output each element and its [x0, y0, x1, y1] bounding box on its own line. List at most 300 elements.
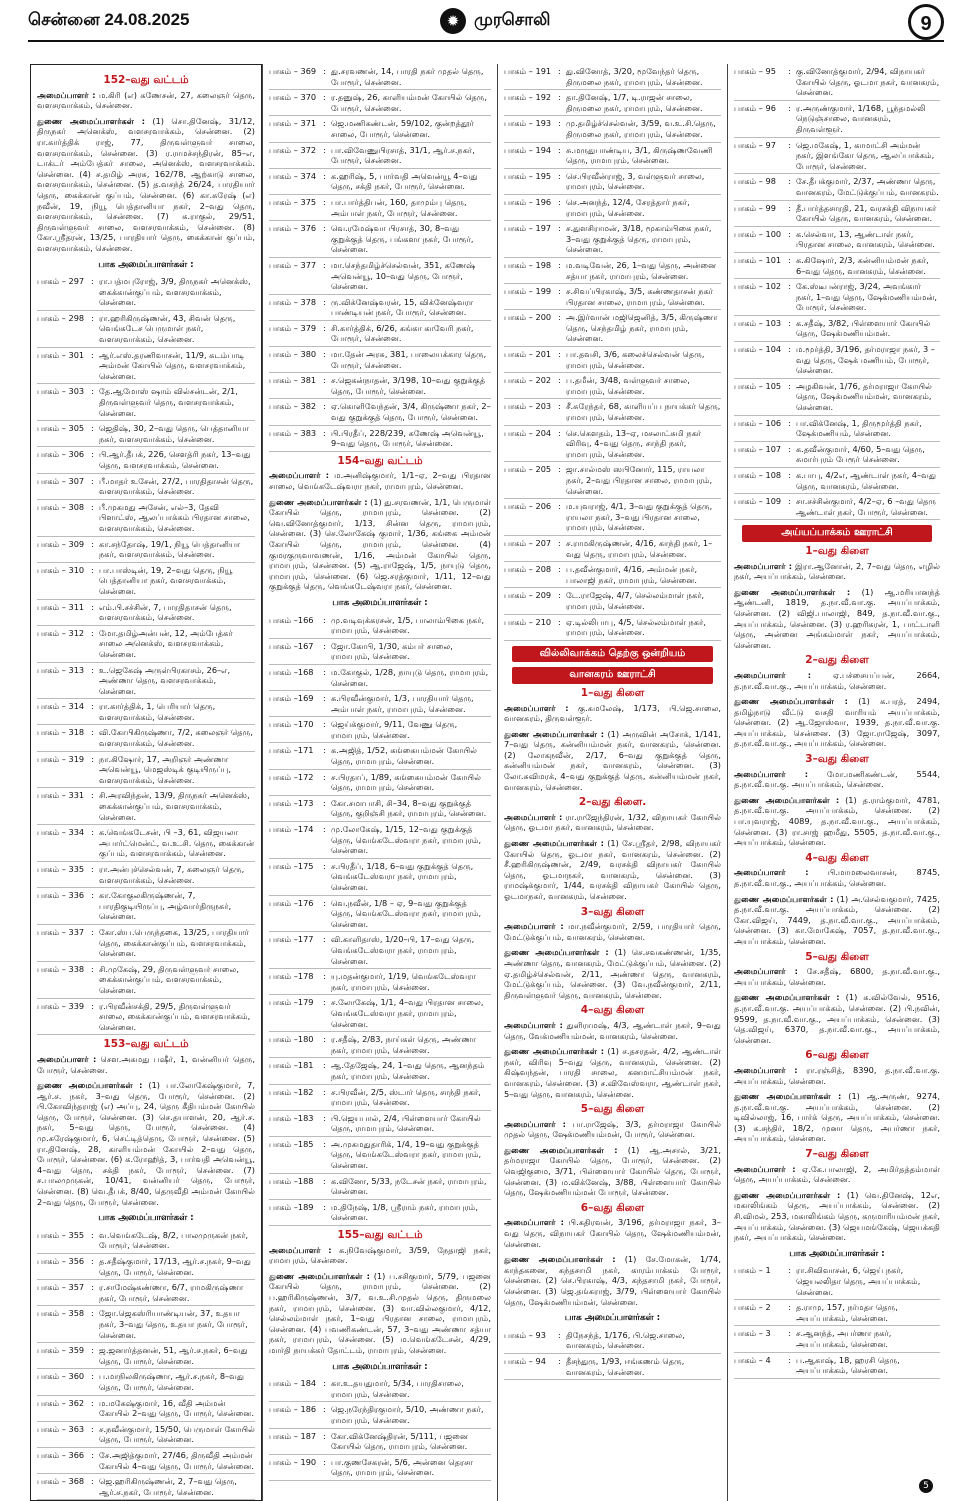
listing-text: பி.ஜெயபால், 2/4, பிள்ளையார் கோயில் தெரு, ராமாபுரம், சென்னை. [331, 1112, 481, 1134]
booth-label: பாகம் – 210 [504, 616, 552, 627]
booth-label: பாகம் – 101 [734, 254, 782, 265]
colon-separator: : [323, 640, 326, 651]
booth-label: பாகம் – 187 [269, 1430, 317, 1441]
office-bearers-paragraph [269, 1271, 491, 1356]
paragraph-text: (1) சொ.தினேஷ், 31/12, திருநகர் அனெக்ஸ், வளசரவாக்கம், சென்னை. (2) ரா.கார்த்திக் ராஜ், 77, திருவள்ளுவர் சாலை, வளசரவாக்கம், சென்னை. (3) ர.ராமச்சந்திரன், 85–எ, டாக்டர் அம்பேத்கர் சாலை, அனெக்ஸ், வளசரவாக்கம். சென்னை. (4) ச.தமிழ் அரசு, 162/78, ஆற்காடு சாலை, வளசரவாக்கம், சென்னை. (5) த.வசந்த் 26/24, பாரதியார் தெரு, கைக்கான் குப்பம், சென்னை. (6) கா.சுரேஷ் (எ) நவீன், 19, நியூ பெத்தானியா நகர், 2–வது தெரு, வளசரவாக்கம், சென்னை. (7) க.ராகுல், 29/51, திருவள்ளுவர் சாலை, வளசரவாக்கம், சென்னை. (8) கோ.ஸ்ரீதரன், 13/25, பாரதியார் தெரு, கைக்கான் குப்பம், வளசரவாக்கம், சென்னை. [37, 115, 255, 253]
listing-row [734, 379, 940, 416]
colon-separator: : [91, 475, 94, 486]
section-heading: 2–வது கிளை. [578, 796, 647, 809]
listing-row [269, 143, 491, 169]
listing-row [269, 932, 491, 969]
colon-separator: : [558, 1329, 561, 1340]
booth-label: பாகம் – 97 [734, 139, 776, 150]
booth-label: பாகம் – 310 [37, 564, 85, 575]
booth-label: பாகம் – 377 [269, 259, 317, 270]
booth-label: பாகம் – 193 [504, 118, 552, 129]
booth-label: பாகம் – 297 [37, 276, 85, 287]
booth-label: பாகம் – 4 [734, 1354, 771, 1365]
listing-text: ஏ.கொளிவேந்தன், 3/4, கிருஷ்ணா நகர், 2–வது குறுக்குத் தெரு, போரூர், சென்னை. [331, 401, 491, 423]
listing-row [504, 143, 721, 169]
paragraph-text: பி.மாமலைவாசன், 8745, த.நா.வீ.வா.கு., அயப்பாக்கம், சென்னை. [734, 867, 940, 888]
sub-heading: பாக அமைப்பாளர்கள் : [564, 1313, 661, 1324]
role-label: துணை அமைப்பாளர்கள் : [504, 1254, 616, 1265]
booth-label: பாகம் – 314 [37, 701, 85, 712]
listing-row [504, 258, 721, 284]
listing-text: ர.பிரவீன்சக்தி, 29/5, திருவள்ளுவர் சாலை, கைக்கான்குப்பம், வளசரவாக்கம், சென்னை. [99, 1000, 251, 1032]
colon-separator: : [558, 537, 561, 548]
sun-emblem-icon: ✹ [440, 8, 466, 34]
office-bearers-paragraph [504, 947, 721, 1000]
colon-separator: : [323, 797, 326, 808]
colon-separator: : [91, 753, 94, 764]
listing-row [269, 717, 491, 743]
listing-row [269, 1455, 491, 1481]
booth-label: பாகம் – 206 [504, 501, 552, 512]
paragraph-text: இரா.ஆனோன், 2, 7–வது தெரு, எழில் நகர், அயப்பாக்கம், சென்னை. [734, 560, 940, 582]
colon-separator: : [788, 443, 791, 454]
listing-text: வ.வெங்கடேஷ், 8/2, பாலமுருகன் நகர், போரூர், சென்னை. [99, 1229, 249, 1251]
colon-separator: : [323, 997, 326, 1008]
listing-text: செ.அனந்த், 12/4, சேரத்தார் நகர், ராமாபுரம், சென்னை. [566, 196, 690, 218]
booth-label: பாகம் –168 [269, 666, 314, 677]
booth-label: பாகம் – 109 [734, 496, 782, 507]
section-heading: 155–வது வட்டம் [337, 1229, 423, 1242]
colon-separator: : [558, 349, 561, 360]
role-label: துணை அமைப்பாளர்கள் : [504, 1046, 604, 1057]
listing-row [269, 613, 491, 639]
section-heading: 2–வது கிளை [805, 654, 869, 667]
listing-text: பா.விவேணுபிரசாத், 31/1, ஆர்.ச.நகர், போரூர், சென்னை. [331, 144, 475, 166]
listing-row [504, 310, 721, 347]
colon-separator: : [91, 1371, 94, 1382]
listing-text: க.செல்வா, 13, ஆண்டாள் நகர், பிரதான சாலை, வானகரம், சென்னை. [796, 228, 935, 250]
listing-row [37, 1369, 255, 1395]
colon-separator: : [91, 312, 94, 323]
listing-text: சி.கார்த்திக், 6/26, கங்கா காவேரி நகர், போரூர், சென்னை. [331, 322, 474, 344]
role-label: அமைப்பாளர் : [269, 470, 330, 481]
listing-text: ச.லோகேஷ், 1/1, 4–வது பிரதான சாலை, வெங்கடேஸ்வரா நகர், ராமாபுரம், சென்னை. [331, 997, 484, 1029]
booth-label: பாகம் – 103 [734, 317, 782, 328]
colon-separator: : [788, 417, 791, 428]
listing-text: க.வினோ, 5/33, நடேசன் நகர், ராமாபுரம், சென்னை. [331, 1175, 487, 1197]
listing-row [269, 1137, 491, 1174]
listing-text: தீசந்துரு, 1/93, ஈங்கணம் தெரு, வானகரம், சென்னை. [566, 1355, 685, 1377]
colon-separator: : [91, 664, 94, 675]
listing-text: உ.ஜெகேஷ் அருள்பிரகாசம், 26–எ, அண்ணா தெரு, வளசரவாக்கம், சென்னை. [99, 664, 231, 696]
listing-row [37, 1228, 255, 1254]
booth-label: பாகம் – 208 [504, 564, 552, 575]
listing-row [37, 348, 255, 385]
listing-row [37, 752, 255, 789]
listing-row [269, 665, 491, 691]
listing-text: ச.ஜெகன்நாதன், 3/198, 10–வது குறுக்குத் தெரு, போரூர், சென்னை. [331, 375, 486, 396]
colon-separator: : [558, 1355, 561, 1366]
listing-text: ஆர்.எஸ்.தரணிவாசன், 11/9, கடம்பாடி அம்மன் கோயில் தெரு, வளசரவாக்கம், சென்னை. [99, 349, 246, 381]
booth-label: பாகம் – 191 [504, 66, 552, 76]
listing-text: தீ.பார்த்தசாரதி, 21, வரசக்தி விநாயகர் கோயில் தெரு, வானகரம், சென்னை. [796, 202, 937, 224]
paragraph-text: (1) ஆ.அருண், 9274, த.நா.வீ.வா.கு. அயப்பாக்கம், சென்னை. (2) டிவில்லாஜ், 16, பார்க் தெரு, அயப்பாக்கம், சென்னை. (3) க.சந்திர், 18/2, முனா தெரு, அபர்ணா நகர், அயப்பாக்கம், சென்னை. [734, 1091, 940, 1144]
listing-text: மா.தேன் அரசு, 381, பாலையக்கார தெரு, போரூர், சென்னை. [331, 349, 487, 370]
booth-label: பாகம் –180 [269, 1034, 314, 1045]
colon-separator: : [788, 496, 791, 507]
region-banner: வானகரம் ஊராட்சி [512, 667, 713, 684]
listing-row [269, 90, 491, 116]
role-label: துணை அமைப்பாளர்கள் : [734, 893, 834, 904]
colon-separator: : [323, 1138, 326, 1149]
role-label: அமைப்பாளர் : [734, 1064, 798, 1075]
office-bearers-paragraph [734, 1065, 940, 1086]
colon-separator: : [323, 1112, 326, 1123]
sub-heading: பாக அமைப்பாளர்கள் : [789, 1248, 885, 1259]
booth-label: பாகம் – 99 [734, 202, 776, 213]
role-label: அமைப்பாளர் : [504, 702, 569, 713]
colon-separator: : [788, 1328, 791, 1339]
colon-separator: : [558, 427, 561, 438]
listing-row [269, 1058, 491, 1084]
colon-separator: : [91, 790, 94, 801]
role-label: துணை அமைப்பாளர்கள் : [734, 794, 840, 805]
listing-row [504, 615, 721, 641]
listing-text: பி.ஆர்.தீபக், 226, சௌத்ரி நகர், 13–வது தெரு, வளசரவாக்கம், சென்னை. [99, 449, 251, 470]
booth-label: பாகம் – 199 [504, 286, 552, 297]
listing-text: த.சதீஷ்குமார், 17/13, ஆர்.ச.நகர், 9–வது தெரு, போரூர், சென்னை. [99, 1256, 251, 1277]
page-number: 9 [908, 4, 944, 40]
listing-text: ம.மகேஷ்குமார், 16, வீதி அம்மன் கோயில் 2–வது தெரு, போரூர், சென்னை. [99, 1397, 254, 1419]
listing-row [37, 474, 255, 500]
booth-label: பாகம் –179 [269, 997, 314, 1008]
colon-separator: : [323, 296, 326, 307]
office-bearers-paragraph [734, 587, 940, 651]
region-banner: வில்லிவாக்கம் தெற்கு ஒன்றியம் [512, 646, 713, 663]
booth-label: பாகம் – 370 [269, 92, 317, 103]
office-bearers-paragraph [504, 1119, 721, 1140]
listing-text: ரா.சிவிவாசன், 6, ஜெய் நகர், ஜெயலலிதா தெரு, அயப்பாக்கம், சென்னை. [796, 1265, 921, 1297]
colon-separator: : [323, 614, 326, 625]
listing-row [504, 195, 721, 221]
listing-row [734, 1300, 940, 1326]
paragraph-text: (1) ஆ.மரியானந்த் ஆண்டனி, 1819, த.நா.வீ.வா.கு. அயப்பாக்கம், சென்னை. (2) விஜி.பாலாஜி, 849, த.நா.வீ.வா.கு., அயப்பாக்கம், சென்னை. (3) ர.ஹரிகரன், 1, பாட்டாளி தெரு, அன்னை அங்கம்மாள் நகர், அயப்பாக்கம், சென்னை. [734, 586, 941, 650]
booth-label: பாகம் –185 [269, 1138, 314, 1149]
section-heading: 1–வது கிளை [580, 686, 645, 699]
listing-text: வெ.ரமேஷ்வா பிரசாத், 30, 8–வது குறுக்குத் தெரு, பங்களா நகர், போரூர், சென்னை. [331, 223, 474, 255]
listing-row [734, 442, 940, 468]
booth-label: பாகம் – 184 [269, 1378, 317, 1389]
listing-row [269, 258, 491, 295]
listing-text: பீ.மாதர் உசேன், 27/2, பாரதிதாசன் தெரு, வளசரவாக்கம், சென்னை. [99, 475, 254, 497]
booth-label: பாகம் –181 [269, 1060, 314, 1071]
listing-row [37, 888, 255, 925]
paragraph-text: (1) சே.ஸ்ரீதர், 2/98, விநாயகர் கோயில் தெரு, ஓடமா நகர், வானகரம், சென்னை. (2) சீ.ஹரிகிருஷ்ணன், 2/49, வரசக்தி விநாயகர் கோயில் தெரு, ஓடமாநகர், வானகரம், சென்னை. (3) ராமஷ்க்குமார், 1/44, வரசக்தி விநாயகர் கோயில் தெரு, ஓடமாநகர், வானகரம், சென்னை. [504, 838, 722, 901]
listing-row [269, 743, 491, 769]
section-heading: 4–வது கிளை [580, 1004, 645, 1017]
colon-separator: : [323, 349, 326, 360]
colon-separator: : [91, 1476, 94, 1487]
booth-label: பாகம் – 196 [504, 196, 552, 207]
listing-text: கா.உ.தயதுமார், 5/34, பாரதிசாலை, ராமாபுரம், சென்னை. [331, 1378, 464, 1399]
listing-text: மு.தமிழ்ச்செல்வன், 3/59, வ.உ.சி.தெரு, திருமலை நகர், ராமாபுரம், சென்னை. [566, 118, 716, 139]
colon-separator: : [323, 934, 326, 945]
listing-row [37, 626, 255, 663]
paragraph-text: (1) து.சரவணன், 1/1, பெருமாள் கோயில் தெரு, ராமாபுரம், சென்னை. (2) வெ.வினோத்குமார், 1/13, சின்ன தெரு, ராமாபுரம், சென்னை. (3) செ.லோகேஷ் குமார், 1/36, கங்கை அம்மன் கோயில் தெரு, ராமாபுரம், சென்னை. (4) குமரகுருவாவணன், 1/16, அம்மன் கோயில் தெரு, ராமாபுரம், சென்னை. (5) ஆ.ராஜேஷ், 1/5, நாயுடு தெரு, ராமாபுரம், சென்னை. (6) ஜெ.சரத்குமார், 1/11, 12–வது குறுக்குத் தெரு, வெங்கடேஷ்வரா நகர், சென்னை. [269, 496, 491, 592]
colon-separator: : [323, 745, 326, 756]
colon-separator: : [558, 401, 561, 412]
colon-separator: : [323, 66, 326, 76]
listing-row [37, 962, 255, 999]
listing-text: ச.பிரதீப், 1/18, 6–வது குறுக்குத் தெரு, வெங்கடேஸ்வரா நகர், ராமாபுரம், சென்னை. [331, 860, 474, 892]
sub-heading: பாக அமைப்பாளர்கள் : [332, 1361, 428, 1372]
booth-label: பாகம் –174 [269, 824, 314, 835]
colon-separator: : [91, 1000, 94, 1011]
listing-row [269, 399, 491, 425]
role-label: அமைப்பாளர் : [504, 1019, 563, 1030]
listing-text: து.சரவணன், 14, பாரதி நகர் முதல் தெரு, போரூர், சென்னை. [331, 66, 484, 87]
colon-separator: : [558, 312, 561, 323]
listing-text: க.கிஷோர், 2/3, கன்னியம்மன் நகர், 6–வது தெரு, வானகரம், சென்னை. [796, 254, 929, 276]
booth-label: பாகம் – 369 [269, 66, 317, 76]
listing-text: கா.சந்தோஷ், 19/1, நியூ பெத்தானியா நகர், வளசரவாக்கம், சென்னை. [99, 538, 241, 560]
section-heading: 3–வது கிளை [580, 905, 645, 918]
listing-text: பா.பாஸ்டின், 19, 2–வது தெரு, நியூ பெத்தானியா நகர், வளசரவாக்கம், சென்னை. [99, 564, 233, 596]
section-heading: 3–வது கிளை [805, 753, 869, 766]
role-label: அமைப்பாளர் : [734, 867, 809, 878]
colon-separator: : [91, 386, 94, 397]
listing-text: ர.சதீஷ், 2/83, நாய்கள் தெரு, அண்ணா நகர், ராமாபுரம், சென்னை. [331, 1034, 477, 1055]
office-bearers-paragraph [504, 812, 721, 833]
colon-separator: : [323, 971, 326, 982]
listing-row [37, 447, 255, 473]
booth-label: பாகம் – 200 [504, 312, 552, 323]
listing-text: ஜா.சால்மஸ் ஸபினோர், 115, ராயலா நகர், 2–வது பிரதான சாலை, ராமாபுரம், சென்னை. [566, 464, 713, 496]
listing-row [504, 536, 721, 562]
listing-text: பா.பார்த்திபன், 160, தாமும்பு தெரு, அம்பாள் நகர், போரூர், சென்னை. [331, 196, 467, 218]
colon-separator: : [91, 564, 94, 575]
colon-separator: : [788, 1302, 791, 1313]
listing-text: செ.கௌதம், 13–ஏ, மசலாட்சுமி நகர் விரிவு, 4–வது தெரு, சாந்தி நகர், ராமாபுரம், சென்னை. [566, 427, 702, 459]
role-label: துணை அமைப்பாளர்கள் : [734, 1091, 842, 1102]
paragraph-text: (1) பா.லோகேஷ்குமார், 7, ஆர்.ச. நகர், 3–வது தெரு, போரூர், சென்னை. (2) பி.கோவிந்தராஜ் (எ) அப்பு, 24, தெரு கீதிபம்மன் கோயில் தெரு, போரூர், சென்னை. (3) செ.தயாளன், 20, ஆர்.ச. நகர், 5–வது தெரு, போரூர், சென்னை. (4) மு.சுரேஷ்குமார், 6, செட்டித்தெரு, போரூர், சென்னை. (5) ரா.தினேஷ், 28, காளியம்மன் கோயில் 2–வது தெரு, போரூர், சென்னை. (6) க.ரோஹித், 3, பார்வதி அவென்யூ, 4–வது தெரு, சக்தி நகர், போரூர், சென்னை. (7) ச.பாலமுருகன், 10/41, வன்னியர் தெரு, போரூர், சென்னை. (8) வெ.தீபக், 8/40, தெருவீதி அம்மன் கோயில் 2–வது தெரு, போரூர், சென்னை. [37, 1080, 255, 1207]
office-bearers-paragraph [504, 1145, 721, 1198]
listing-row [37, 825, 255, 862]
booth-label: பாகம் – 363 [37, 1423, 85, 1434]
column-1 [30, 64, 262, 1501]
listing-text: ப.தவீன்குமார், 4/16, அம்மன் நகர், பாலாஜி நகர், ராமாபுரம், சென்னை. [566, 564, 698, 585]
booth-label: பாகம் – 306 [37, 449, 85, 460]
booth-label: பாகம் –173 [269, 797, 314, 808]
listing-text: க.சதீஷ், 3/82, பிள்ளையார் கோயில் தெரு, ஷேக்மணியம்மன். [796, 317, 931, 339]
role-label: அமைப்பாளர் : [734, 1163, 796, 1174]
listing-row [269, 1111, 491, 1137]
listing-row [269, 195, 491, 221]
paragraph-text: ஏ.கே.பாலாஜி, 2, அமிர்தத்தம்மாள் தெரு, அயப்பாக்கம், சென்னை. [734, 1163, 940, 1185]
section-heading: 6–வது கிளை [580, 1201, 645, 1214]
listing-row [37, 311, 255, 348]
listing-text: மா.செந்தமிழ்ச்செல்வன், 351, கணேஷ் அவென்யூ, 10–வது தெரு, போரூர், சென்னை. [331, 259, 476, 292]
booth-label: பாகம் – 331 [37, 790, 85, 801]
listing-row [269, 969, 491, 995]
colon-separator: : [788, 254, 791, 265]
colon-separator: : [323, 427, 326, 438]
colon-separator: : [323, 1430, 326, 1441]
listing-text: கே.ஸ்டீபன்ராஜ், 3/24, அவங்கார் நகர், 1–வது தெரு, ஷேக்மணியம்மன், போரூர், சென்னை. [796, 281, 938, 313]
colon-separator: : [558, 464, 561, 475]
role-label: துணை அமைப்பாளர்கள் : [734, 586, 851, 597]
booth-label: பாகம் –175 [269, 860, 314, 871]
listing-row [269, 321, 491, 347]
booth-label: பாகம் –166 [269, 614, 314, 625]
office-bearers-paragraph [734, 561, 940, 582]
header-rule [28, 40, 944, 42]
colon-separator: : [788, 281, 791, 292]
listing-text: பீ.முகமது அசேன், எல்–3, தேவி பிளாட்ஸ், ஆலப்பாக்கம் பிரதான சாலை, வளசரவாக்கம், சென்னை. [99, 501, 250, 533]
paragraph-text: சௌ.அகமது பஷீர், 1, வன்னியர் தெரு, போரூர், சென்னை. [37, 1053, 255, 1075]
listing-text: ப.ஆகாஷ், 18, ஹரசி தெரு, அயப்பாக்கம், சென்னை. [796, 1354, 900, 1376]
listing-text: சே.தீபக்குமார், 2/37, அண்ணா தெரு, வானகரம், மேட்டுக்குப்பம், வானகரம். [796, 176, 939, 197]
listing-row [734, 1353, 940, 1379]
booth-label: பாகம் – 107 [734, 443, 782, 454]
listing-row [269, 1429, 491, 1455]
role-label: துணை அமைப்பாளர்கள் : [734, 992, 840, 1003]
colon-separator: : [788, 176, 791, 187]
booth-label: பாகம் – 209 [504, 590, 552, 601]
listing-text: க.வெங்கடேசன், பி –3, 61, விஜயலா அபார்ட்மென்ட், வ.உ.சி. தெரு, கைக்கான் குப்பம், வளசரவாக்கம், சென்னை. [99, 827, 255, 859]
colon-separator: : [788, 470, 791, 480]
booth-label: பாகம் – 381 [269, 375, 317, 386]
listing-row [734, 101, 940, 138]
listing-row [37, 1343, 255, 1369]
booth-label: பாகம் – 94 [504, 1355, 546, 1366]
booth-label: பாகம் – 337 [37, 926, 85, 937]
booth-label: பாகம் – 203 [504, 401, 552, 412]
colon-separator: : [91, 538, 94, 549]
colon-separator: : [323, 1175, 326, 1186]
listing-row [269, 639, 491, 665]
colon-separator: : [323, 223, 326, 234]
colon-separator: : [91, 1282, 94, 1293]
booth-label: பாகம் –178 [269, 971, 314, 982]
paragraph-text: (1) ஆ.அசால், 3/21, தர்மராஜா கோயில் தெரு, போரூர், சென்னை. (2) வெஜிகுமை, 3/71, பிள்ளையார் கோயில் தெரு, போரூர், சென்னை. (3) ம.விக்னேஷ், 3/88, பிள்ளையார் கோயில் தெரு, ஷேக்மணியம்மன் போரூர், சென்னை. [504, 1144, 721, 1198]
role-label: அமைப்பாளர் : [734, 669, 812, 680]
paragraph-text: கு.சுமலேஷ், 1/173, பி.ஜெ.சாலை, வானகரம், திருவள்ளூர். [504, 702, 721, 724]
paragraph-text: பா.ராஜேஷ், 3/3, தர்மராஜா கோயில் முதல் தெரு, ஷேக்மணியம்மன், போரூர், சென்னை. [504, 1118, 721, 1140]
listing-row [37, 999, 255, 1036]
listing-text: சி.முகேஷ், 29, திருவள்ளுவர் சாலை, கைக்கான்குப்பம், வளசரவாக்கம், சென்னை. [99, 963, 239, 995]
colon-separator: : [323, 860, 326, 871]
listing-row [734, 174, 940, 200]
article-columns [30, 64, 946, 1497]
listing-row [37, 725, 255, 751]
listing-text: அ.முகமதுதாரிக், 1/4, 19–வது குறுக்குத் தெரு, வெங்கடேஸ்வரா நகர், ராமாபுரம், சென்னை. [331, 1138, 482, 1171]
colon-separator: : [323, 1201, 326, 1212]
office-bearers-paragraph [269, 470, 491, 491]
listing-row [269, 116, 491, 142]
listing-text: ரா.கார்த்திக், 1, பெரியார் தெரு, வளசரவாக்கம், சென்னை. [99, 701, 216, 722]
listing-text: ஜோ.கோபி, 1/30, கம்பர் சாலை, ராமாபுரம், சென்னை. [331, 640, 453, 662]
listing-row [734, 1263, 940, 1300]
booth-label: பாகம் –189 [269, 1201, 314, 1212]
booth-label: பாகம் – 372 [269, 144, 317, 155]
booth-label: பாகம் – 334 [37, 827, 85, 838]
office-bearers-paragraph [504, 921, 721, 942]
booth-label: பாகம் – 366 [37, 1449, 85, 1460]
booth-label: பாகம் – 380 [269, 349, 317, 360]
listing-text: கோ.ஸ்ப.பெருந்தகை, 13/25, பாரதியார் தெரு, கைக்கான்குப்பம், வளசரவாக்கம், சென்னை. [99, 926, 249, 959]
booth-label: பாகம் – 375 [269, 196, 317, 207]
listing-row [269, 373, 491, 399]
listing-text: ரா.ஹரிகிருஷ்ணன், 43, சிவன் தெரு, வெங்கடேச பெருமாள் நகர், வளசரவாக்கம், சென்னை. [99, 312, 236, 345]
colon-separator: : [323, 1378, 326, 1389]
colon-separator: : [91, 423, 94, 434]
section-heading: 1–வது கிளை [805, 544, 869, 557]
paragraph-text: (1) க.பரத், 2494, தமிழ்நாடு வீட்டு வசதி வாரியம் அயப்பாக்கம், சென்னை. (2) ஆ.ஜோஸ்வா, 1939, த.நா.வீ.வா.கு. அயப்பாக்கம், சென்னை. (3) ஜோ.ராஜேஷ், 3097, த.நா.வீ.வா.கு., அயப்பாக்கம், சென்னை. [734, 696, 940, 749]
listing-text: ஜெ.நரேந்திரகுமார், 5/10, அண்ணா நகர், ராமாபுரம், சென்னை. [331, 1404, 484, 1425]
listing-row [37, 500, 255, 537]
section-heading: 5–வது கிளை [805, 950, 869, 963]
colon-separator: : [91, 890, 94, 901]
booth-label: பாகம் –183 [269, 1112, 314, 1123]
booth-label: பாகம் – 303 [37, 386, 85, 397]
booth-label: பாகம் – 3 [734, 1328, 771, 1339]
colon-separator: : [558, 616, 561, 627]
listing-row [269, 1174, 491, 1200]
listing-text: வி.கோபிகிருஷ்ணா, 7/2, கலைஞர் தெரு, வளசரவாக்கம், சென்னை. [99, 727, 253, 749]
listing-text: கா.கோகுலகிருஷ்ணன், 7, பாரதிகுடியிருப்பு, அழ்வார்திருநகர், சென்னை. [99, 890, 232, 922]
listing-text: ஆ.தேஜேஷ், 24, 1–வது தெரு, ஆனந்தம் நகர், ராமாபுரம், சென்னை. [331, 1060, 485, 1081]
booth-label: பாகம் – 313 [37, 664, 85, 675]
paragraph-text: (1) க.வில்வேல், 9516, த.நா.வீ.வா.கு. அயப்பாக்கம், சென்னை. (2) பி.நவின், 9599, த.நா.வீ.வா.கு., அயப்பாக்கம், சென்னை. (3) தெ.விஜய், 6370, த.நா.வீ.வா.கு., அயப்பாக்கம், சென்னை. [734, 992, 940, 1045]
listing-row [37, 537, 255, 563]
listing-row [504, 499, 721, 536]
listing-row [734, 494, 940, 520]
listing-text: ம.கோகுல், 1/28, நாயுடு தெரு, ராமாபுரம், சென்னை. [331, 666, 489, 688]
listing-text: கோ.விக்னேஷ்திரன், 5/111, பஜனை கோயில் தெரு, ராமாபுரம், சென்னை. [331, 1430, 468, 1452]
booth-label: பாகம் – 205 [504, 464, 552, 475]
listing-row [504, 1354, 721, 1380]
office-bearers-paragraph [504, 729, 721, 793]
booth-label: பாகம் – 360 [37, 1371, 85, 1382]
role-label: அமைப்பாளர் : [734, 768, 808, 779]
booth-label: பாகம் – 204 [504, 427, 552, 438]
office-bearers-paragraph [734, 670, 940, 691]
colon-separator: : [788, 228, 791, 239]
colon-separator: : [788, 344, 791, 355]
listing-text: ச.சிவப்பிரகாஷ், 3/5, கண்ணதாசன் நகர் பிரதான சாலை, ராமாபுரம், சென்னை. [566, 286, 713, 307]
listing-row [269, 221, 491, 258]
listing-row [269, 859, 491, 896]
listing-row [734, 279, 940, 316]
paragraph-text: ரா.ரஞ்சித், 8390, த.நா.வீ.வா.கு. அயப்பாக்கம், சென்னை. [734, 1064, 940, 1086]
listing-row [734, 138, 940, 175]
paragraph-text: துளிராமஷ், 4/3, ஆண்டாள் நகர், 9–வது தெரு, வேக்மணியம்மன், வானகரம், சென்னை. [504, 1019, 721, 1041]
paragraph-text: ம.அனிஷ்குமார், 1/1–ஏ, 2–வது பிரதான சாலை, வெங்கடேஷ்வரா நகர், ராமாபுரம், சென்னை. [269, 470, 491, 491]
booth-label: பாகம் – 383 [269, 427, 317, 438]
booth-label: பாகம் – 335 [37, 864, 85, 874]
listing-row [269, 1200, 491, 1226]
listing-row [504, 426, 721, 463]
listing-text: ரு.விக்னேஷ்வரன், 15, விக்னேஷ்வரா பாண்டியன் நகர், போரூர், சென்னை. [331, 296, 474, 318]
role-label: துணை அமைப்பாளர்கள் : [504, 947, 609, 958]
colon-separator: : [91, 1308, 94, 1319]
listing-row [504, 64, 721, 90]
listing-row [504, 462, 721, 499]
office-bearers-paragraph [504, 838, 721, 902]
paragraph-text: ரா.ராஜேந்திரன், 1/32, விநாயகர் கோயில் தெரு, ஓடமா நகர், வானகரம், சென்னை. [504, 811, 721, 833]
colon-separator: : [91, 1449, 94, 1460]
listing-row [37, 384, 255, 421]
listing-text: சீ.சுரேந்தர், 68, காளியப்ப நாயக்கர் தெரு, ராமாபுரம், சென்னை. [566, 401, 721, 423]
sub-heading: பாக அமைப்பாளர்கள் : [332, 597, 428, 608]
colon-separator: : [323, 719, 326, 730]
colon-separator: : [91, 827, 94, 838]
